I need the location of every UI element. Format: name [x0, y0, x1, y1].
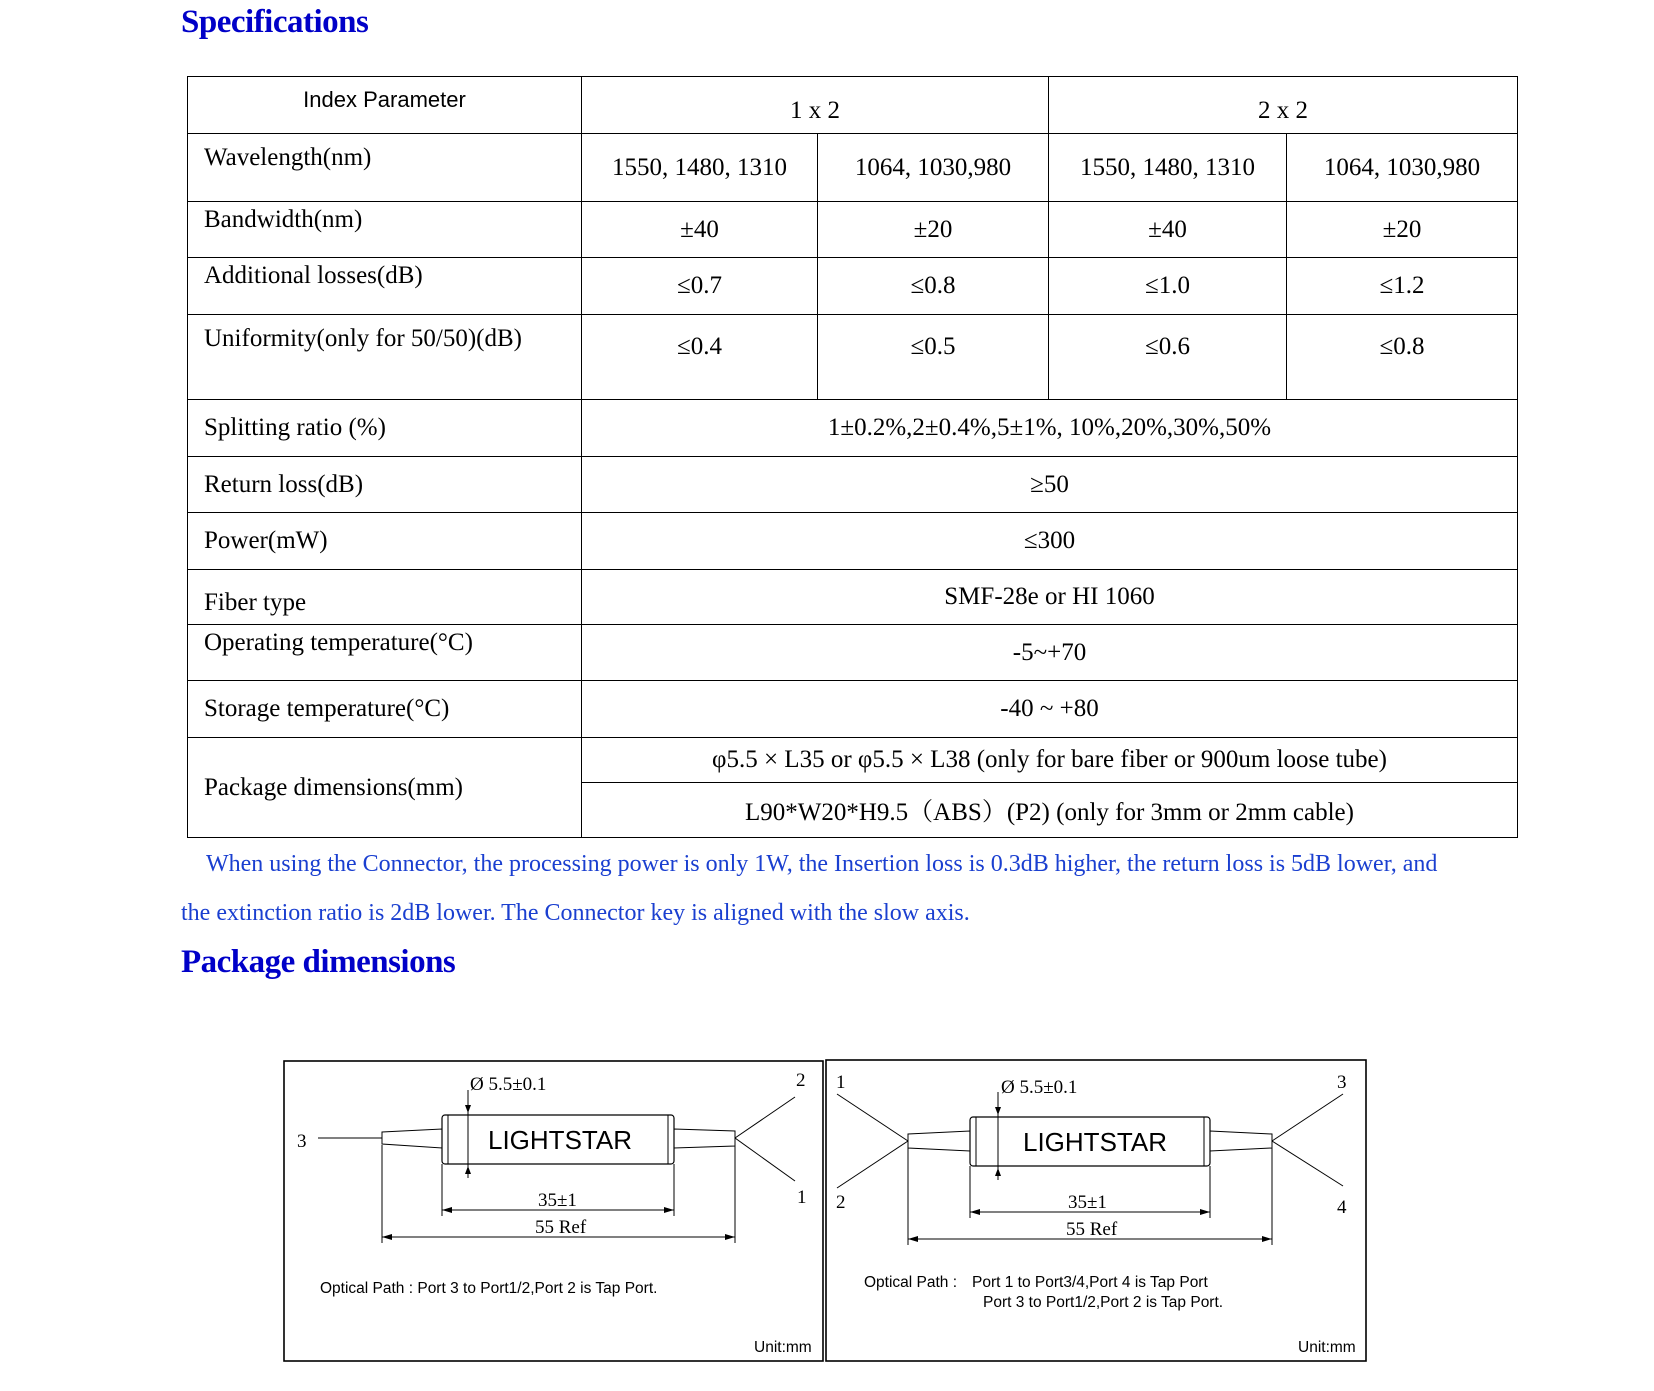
specifications-heading: Specifications [181, 4, 369, 40]
unit-label: Unit:mm [1298, 1339, 1356, 1356]
brand-label: LIGHTSTAR [1023, 1127, 1167, 1157]
unit-label: Unit:mm [754, 1339, 812, 1356]
port-label: 4 [1337, 1197, 1347, 1218]
header-2x2: 2 x 2 [1049, 77, 1518, 134]
port-label: 3 [297, 1131, 307, 1152]
value-cell: 1550, 1480, 1310 [1049, 134, 1287, 202]
param-label: Splitting ratio (%) [188, 400, 582, 457]
optical-path-text: Port 3 to Port1/2,Port 2 is Tap Port. [983, 1294, 1224, 1311]
value-cell: φ5.5 × L35 or φ5.5 × L38 (only for bare fiber or 900um loose tube) [582, 738, 1518, 783]
param-label: Additional losses(dB) [188, 258, 582, 315]
port-label: 1 [836, 1072, 846, 1093]
optical-path-text: Port 1 to Port3/4,Port 4 is Tap Port [972, 1274, 1208, 1291]
value-cell: ±20 [1287, 202, 1518, 258]
value-cell: ≤1.2 [1287, 258, 1518, 315]
dim-total-label: 55 Ref [1066, 1219, 1118, 1240]
connector-note-line-1: When using the Connector, the processing power is only 1W, the Insertion loss is 0.3dB higher, the return loss is 5dB lower, and [206, 851, 1438, 877]
value-cell: -40 ~ +80 [582, 681, 1518, 738]
dim-body-label: 35±1 [538, 1190, 577, 1211]
param-label: Uniformity(only for 50/50)(dB) [188, 315, 582, 400]
value-cell: ±20 [818, 202, 1049, 258]
optical-path-label: Optical Path : [864, 1274, 958, 1291]
dim-body-label: 35±1 [1068, 1192, 1107, 1213]
param-label: Operating temperature(°C) [188, 625, 582, 681]
drawing-1x2 [284, 1061, 823, 1361]
param-label: Return loss(dB) [188, 457, 582, 513]
value-cell: ≤300 [582, 513, 1518, 570]
diameter-label: Ø 5.5±0.1 [470, 1074, 547, 1095]
param-label: Fiber type [188, 570, 582, 625]
package-dimensions-heading: Package dimensions [181, 944, 456, 980]
value-cell: ±40 [582, 202, 818, 258]
value-cell: ≤0.8 [1287, 315, 1518, 400]
brand-label: LIGHTSTAR [488, 1125, 632, 1155]
port-label: 3 [1337, 1072, 1347, 1093]
dim-total-label: 55 Ref [535, 1217, 587, 1238]
value-cell: ≥50 [582, 457, 1518, 513]
param-label: Bandwidth(nm) [188, 202, 582, 258]
value-cell: 1064, 1030,980 [1287, 134, 1518, 202]
value-cell: ≤0.4 [582, 315, 818, 400]
value-cell: 1550, 1480, 1310 [582, 134, 818, 202]
value-cell: ≤1.0 [1049, 258, 1287, 315]
value-cell: SMF-28e or HI 1060 [582, 570, 1518, 625]
header-index-parameter: Index Parameter [188, 77, 582, 134]
header-1x2: 1 x 2 [582, 77, 1049, 134]
value-cell: ≤0.5 [818, 315, 1049, 400]
port-label: 2 [796, 1070, 806, 1091]
port-label: 1 [797, 1187, 807, 1208]
param-label: Wavelength(nm) [188, 134, 582, 202]
param-label: Package dimensions(mm) [188, 738, 582, 838]
value-cell: -5~+70 [582, 625, 1518, 681]
param-label: Storage temperature(°C) [188, 681, 582, 738]
port-label: 2 [836, 1192, 846, 1213]
value-cell: ≤0.6 [1049, 315, 1287, 400]
value-cell: 1064, 1030,980 [818, 134, 1049, 202]
value-cell: ≤0.8 [818, 258, 1049, 315]
connector-note-line-2: the extinction ratio is 2dB lower. The Connector key is aligned with the slow axis. [181, 900, 970, 926]
diameter-label: Ø 5.5±0.1 [1001, 1077, 1078, 1098]
param-label: Power(mW) [188, 513, 582, 570]
value-cell: ±40 [1049, 202, 1287, 258]
optical-path-text: Optical Path : Port 3 to Port1/2,Port 2 is Tap Port. [320, 1280, 658, 1297]
value-cell: L90*W20*H9.5（ABS）(P2) (only for 3mm or 2mm cable) [582, 783, 1518, 838]
drawing-frame [284, 1061, 823, 1361]
value-cell: 1±0.2%,2±0.4%,5±1%, 10%,20%,30%,50% [582, 400, 1518, 457]
value-cell: ≤0.7 [582, 258, 818, 315]
